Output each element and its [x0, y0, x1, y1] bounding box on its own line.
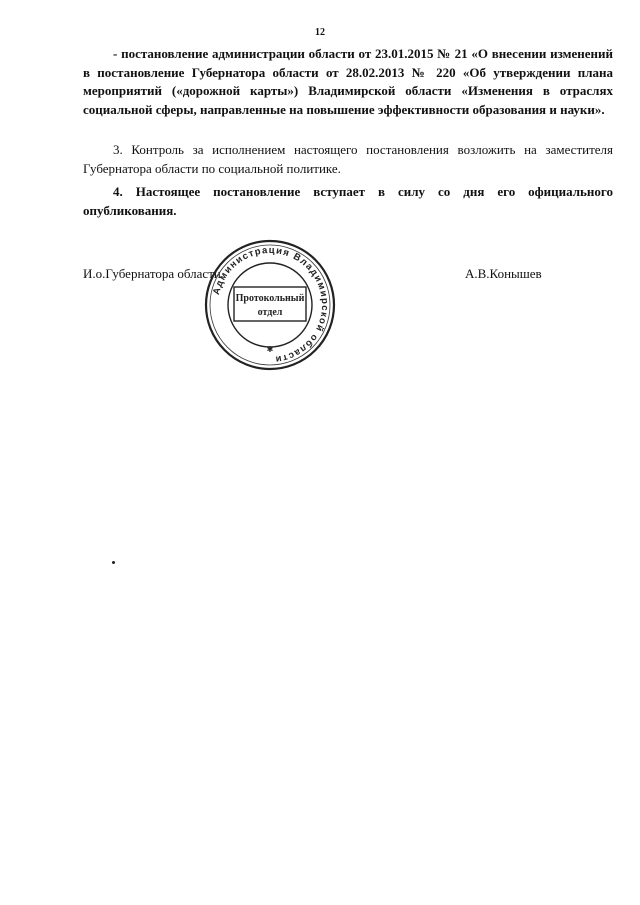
- seal-ring-text: Администрация Владимирской области: [211, 244, 331, 365]
- official-seal-stamp: [200, 235, 340, 375]
- paragraph-effective-date: [83, 183, 613, 220]
- seal-star-icon: ✱: [266, 345, 274, 354]
- seal-graphic: [200, 235, 340, 375]
- scan-speck: [112, 561, 115, 564]
- seal-center-line2: отдел: [257, 307, 283, 318]
- page-number: 12: [315, 27, 325, 38]
- paragraph-amendment-reference: [83, 45, 613, 119]
- signatory-position: И.о.Губернатора области: [83, 266, 221, 281]
- paragraph-control: [83, 141, 613, 178]
- paragraph-control-text: 3. Контроль за исполнением настоящего постановления возложить на заместителя Губернатора области по социальной политике.: [83, 142, 613, 176]
- paragraph-amendment-text: - постановление администрации области от 23.01.2015 № 21 «О внесении изменений в постановление Губернатора области от 28.02.2013 № 220 «Об утверждении плана мероприятий («дорожной карты») Владимирской области «Изменения в отраслях социальной сферы, направленные на повышение эффективности образования и науки».: [83, 46, 613, 117]
- signatory-name: А.В.Конышев: [465, 266, 542, 281]
- paragraph-effective-date-text: 4. Настоящее постановление вступает в силу со дня его официального опубликования.: [83, 184, 613, 218]
- seal-center-line1: Протокольный: [235, 293, 305, 304]
